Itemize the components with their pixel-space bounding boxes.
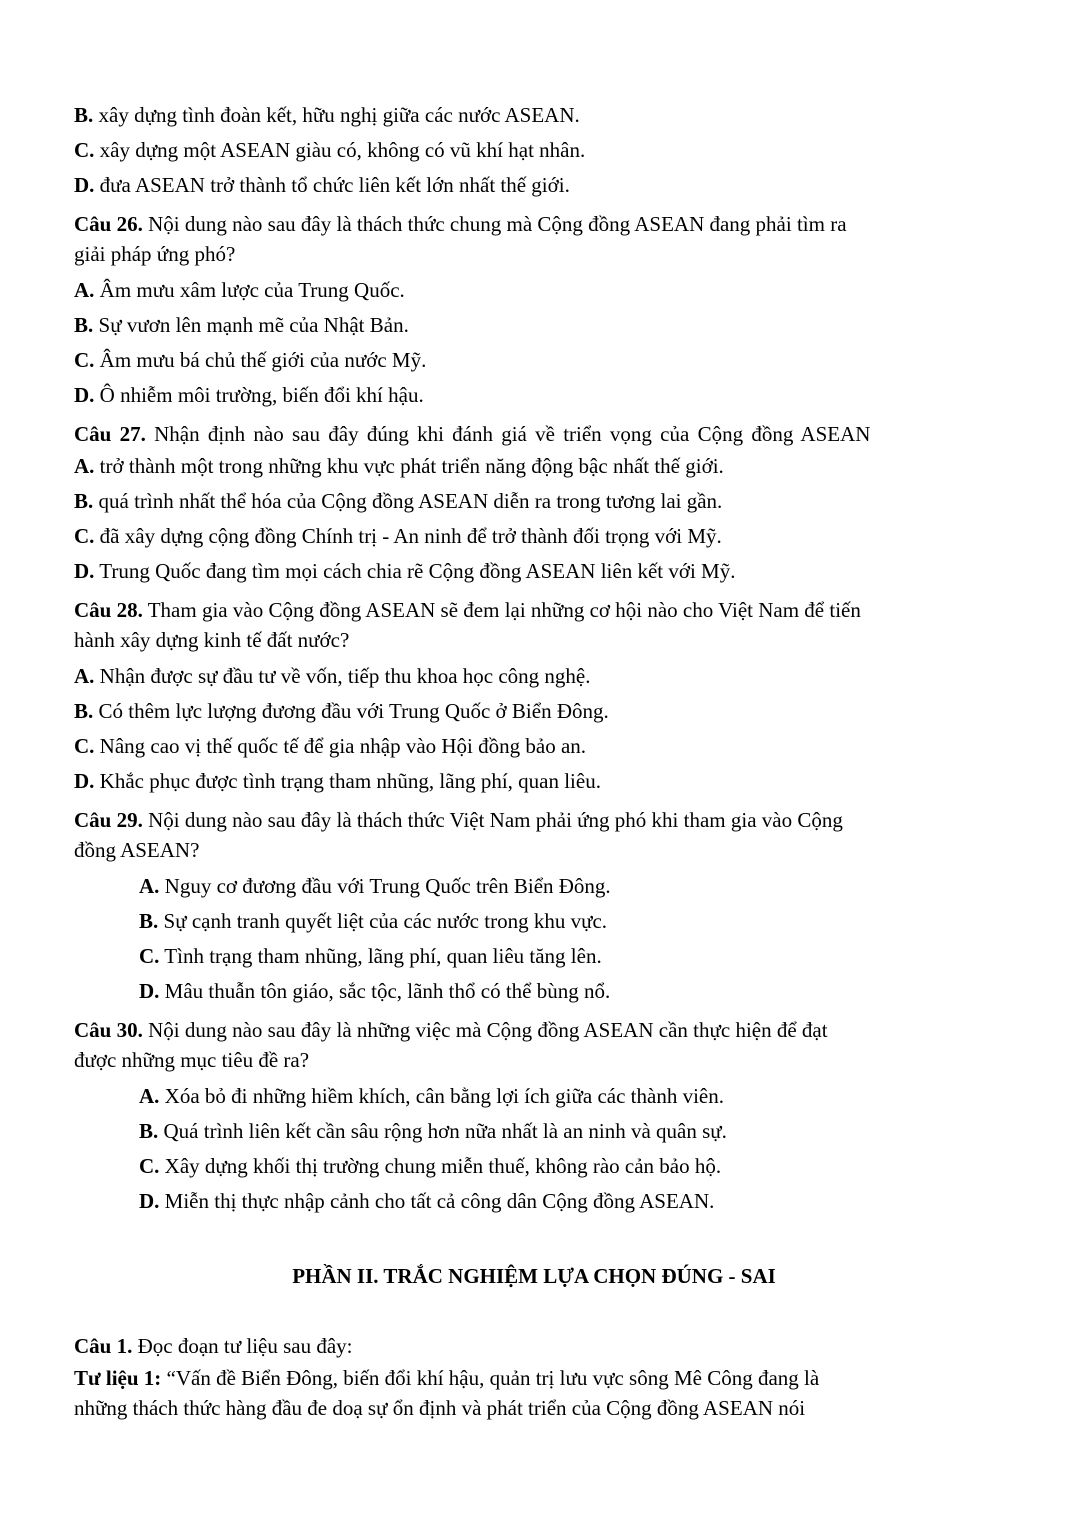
question-28 (74, 595, 994, 801)
option-c: C. Xây dựng khối thị trường chung miễn thuế, không rào cản bảo hộ. (139, 1154, 722, 1178)
source-text: Tư liệu 1: “Vấn đề Biển Đông, biến đổi khí hậu, quản trị lưu vực sông Mê Công đang là (74, 1366, 820, 1390)
document-page (74, 100, 994, 1423)
option-a: A. Nhận được sự đầu tư về vốn, tiếp thu khoa học công nghệ. (74, 664, 591, 688)
question-stem: Câu 27. Nhận định nào sau đây đúng khi đánh giá về triển vọng của Cộng đồng ASEAN (74, 422, 871, 446)
source-text-cont: những thách thức hàng đầu đe doạ sự ổn định và phát triển của Cộng đồng ASEAN nói (74, 1396, 806, 1420)
question-26 (74, 209, 994, 415)
option-c: C. đã xây dựng cộng đồng Chính trị - An ninh để trở thành đối trọng với Mỹ. (74, 524, 722, 548)
option-b: B. quá trình nhất thể hóa của Cộng đồng ASEAN diễn ra trong tương lai gần. (74, 489, 723, 513)
option-c: C. Âm mưu bá chủ thế giới của nước Mỹ. (74, 348, 427, 372)
option-d: D. Trung Quốc đang tìm mọi cách chia rẽ Cộng đồng ASEAN liên kết với Mỹ. (74, 559, 736, 583)
question-stem-cont: đồng ASEAN? (74, 838, 200, 862)
question-stem-cont: giải pháp ứng phó? (74, 242, 236, 266)
option-a: A. Xóa bỏ đi những hiềm khích, cân bằng lợi ích giữa các thành viên. (139, 1084, 724, 1108)
option-a: A. trở thành một trong những khu vực phát triển năng động bậc nhất thế giới. (74, 454, 724, 478)
option-a: A. Âm mưu xâm lược của Trung Quốc. (74, 278, 405, 302)
question-stem-cont: hành xây dựng kinh tế đất nước? (74, 628, 350, 652)
question-27 (74, 419, 994, 591)
question-stem: Câu 28. Tham gia vào Cộng đồng ASEAN sẽ đem lại những cơ hội nào cho Việt Nam để tiến (74, 598, 861, 622)
option-c: C. Nâng cao vị thế quốc tế để gia nhập vào Hội đồng bảo an. (74, 734, 587, 758)
option-d: D. Mâu thuẫn tôn giáo, sắc tộc, lãnh thổ có thể bùng nổ. (139, 979, 611, 1003)
option-a: A. Nguy cơ đương đầu với Trung Quốc trên Biển Đông. (139, 874, 611, 898)
question-stem: Câu 1. Đọc đoạn tư liệu sau đây: (74, 1334, 353, 1358)
option-b: B. Quá trình liên kết cần sâu rộng hơn nữa nhất là an ninh và quân sự. (139, 1119, 727, 1143)
option-d: D. Khắc phục được tình trạng tham nhũng, lãng phí, quan liêu. (74, 769, 601, 793)
question-stem: Câu 26. Nội dung nào sau đây là thách thức chung mà Cộng đồng ASEAN đang phải tìm ra (74, 212, 847, 236)
question-30 (74, 1015, 994, 1221)
question-stem: Câu 30. Nội dung nào sau đây là những việc mà Cộng đồng ASEAN cần thực hiện để đạt (74, 1018, 828, 1042)
option-c: C. xây dựng một ASEAN giàu có, không có vũ khí hạt nhân. (74, 138, 586, 162)
option-b: B. Sự cạnh tranh quyết liệt của các nước trong khu vực. (139, 909, 608, 933)
option-c: C. Tình trạng tham nhũng, lãng phí, quan liêu tăng lên. (139, 944, 602, 968)
part2-question-1 (74, 1331, 994, 1423)
question-29 (74, 805, 994, 1011)
option-d: D. đưa ASEAN trở thành tổ chức liên kết lớn nhất thế giới. (74, 173, 570, 197)
option-d: D. Ô nhiễm môi trường, biến đổi khí hậu. (74, 383, 424, 407)
option-d: D. Miễn thị thực nhập cảnh cho tất cả công dân Cộng đồng ASEAN. (139, 1189, 715, 1213)
question-stem-cont: được những mục tiêu đề ra? (74, 1048, 310, 1072)
section-heading: PHẦN II. TRẮC NGHIỆM LỰA CHỌN ĐÚNG - SAI (292, 1264, 776, 1288)
question-stem: Câu 29. Nội dung nào sau đây là thách thức Việt Nam phải ứng phó khi tham gia vào Cộng (74, 808, 843, 832)
option-b: B. xây dựng tình đoàn kết, hữu nghị giữa các nước ASEAN. (74, 103, 580, 127)
option-b: B. Sự vươn lên mạnh mẽ của Nhật Bản. (74, 313, 409, 337)
option-b: B. Có thêm lực lượng đương đầu với Trung Quốc ở Biển Đông. (74, 699, 609, 723)
